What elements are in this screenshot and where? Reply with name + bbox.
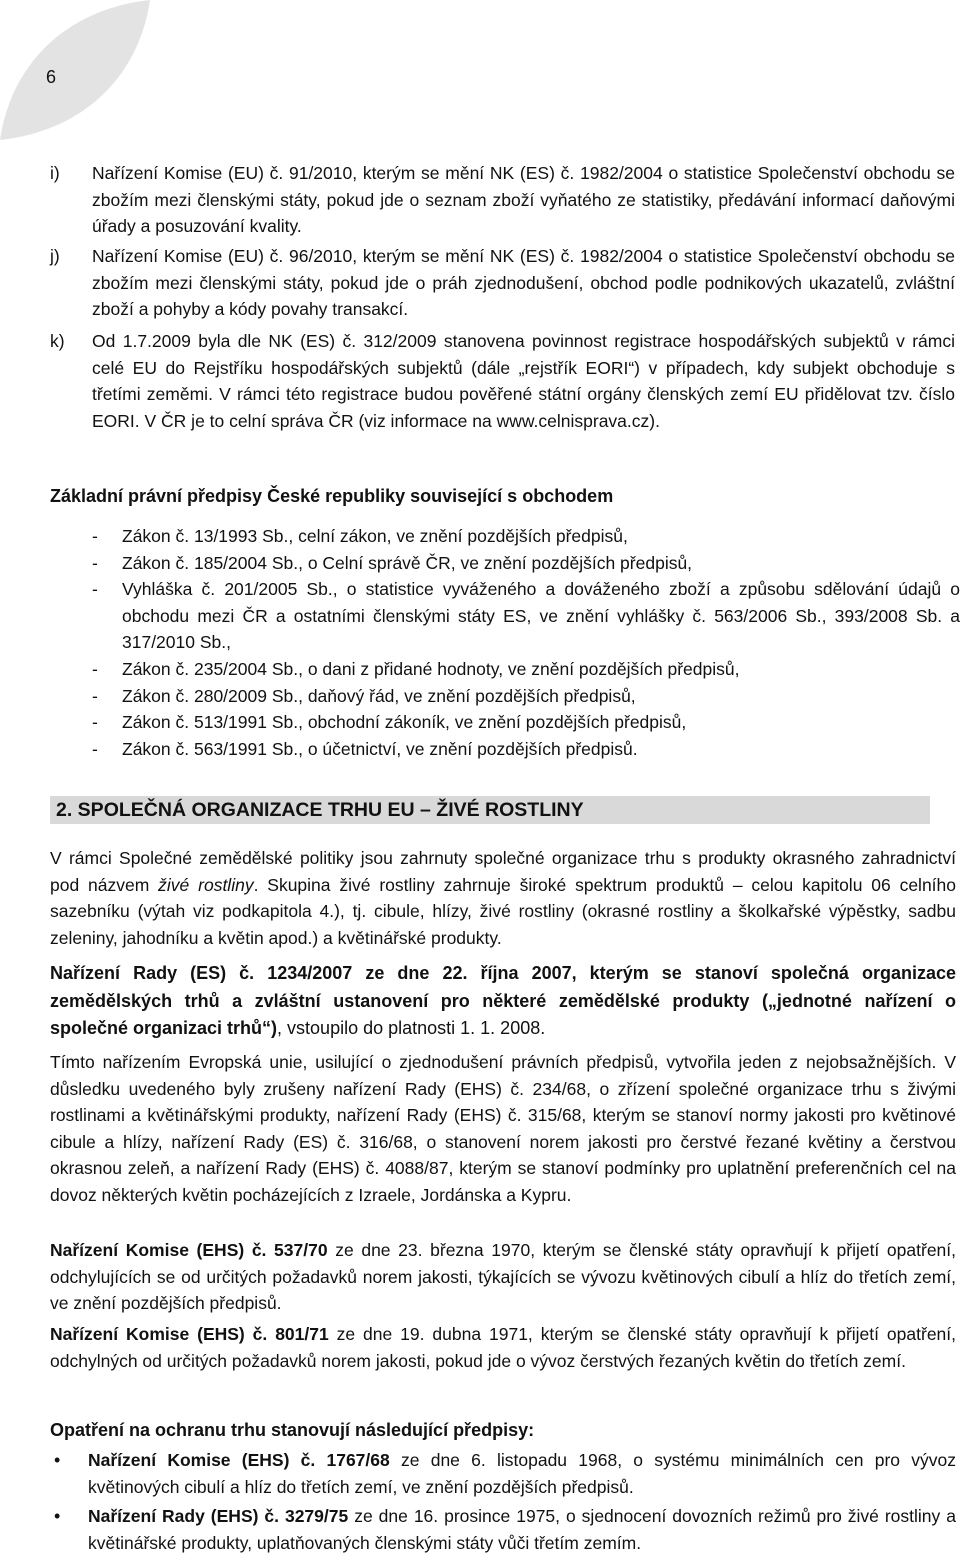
list-item-text: Nařízení Komise (EU) č. 91/2010, kterým se mění NK (ES) č. 1982/2004 o statistice Společenství obchodu se zbožím mezi členskými státy, pokud jde o seznam zboží vyňatého ze statistiky, předávání informací daňovými úřady a posuzování kvality. <box>92 163 955 237</box>
dash-marker: - <box>92 526 98 546</box>
cz-laws-heading: Základní právní předpisy České republiky související s obchodem <box>50 486 614 506</box>
page-corner-leaf <box>0 0 150 150</box>
list-item <box>92 736 960 763</box>
list-item-label: j) <box>50 246 60 266</box>
list-item <box>92 683 960 710</box>
list-item <box>92 656 960 683</box>
dash-marker: - <box>92 685 98 706</box>
law-text: Zákon č. 13/1993 Sb., celní zákon, ve znění pozdějších předpisů, <box>122 526 628 546</box>
list-item-j <box>50 243 955 323</box>
regulation-text: ze dne 23. března 1970, kterým se členské státy opravňují k přijetí opatření, odchylujících se od určitých požadavků norem jakosti, týkajících se vývozu květinových cibulí a hlíz do třetích zemí, ve znění pozdějších předpisů. <box>50 1240 957 1314</box>
simplification-paragraph: Tímto nařízením Evropská unie, usilující o zjednodušení právních předpisů, vytvořila jeden z nejobsažnějších. V důsledku uvedeného byly zrušeny nařízení Rady (EHS) č. 234/68, o zřízení společné organizace trhu s živými rostlinami a květinářskými produkty, nařízení Rady (EHS) č. 315/68, kterým se stanoví normy jakosti pro květinové cibule a hlízy, nařízení Rady (ES) č. 316/68, o stanovení norem jakosti pro čerstvé řezané květiny a čerstvou okrasnou zeleň, a nařízení Rady (EHS) č. 4088/87, kterým se stanoví podmínky pro uplatnění preferenčních cel na dovoz některých květin pocházejících z Izraele, Jordánska a Kypru. <box>50 1052 956 1205</box>
regulation-text: , vstoupilo do platnosti 1. 1. 2008. <box>277 1018 546 1038</box>
protection-list <box>50 1447 956 1559</box>
list-item-label: i) <box>50 163 60 183</box>
law-text: Zákon č. 235/2004 Sb., o dani z přidané hodnoty, ve znění pozdějších předpisů, <box>122 658 740 679</box>
regulation-title: Nařízení Komise (EHS) č. 1767/68 <box>88 1450 390 1470</box>
list-item <box>50 1447 956 1500</box>
dash-marker: - <box>92 552 98 573</box>
dash-marker: - <box>92 658 98 679</box>
list-item-text: Nařízení Komise (EU) č. 96/2010, kterým se mění NK (ES) č. 1982/2004 o statistice Společenství obchodu se zbožím mezi členskými státy, pokud jde o práh zjednodušení, obchod podle podnikových ukazatelů, zvláštní zboží a pohyby a kódy povahy transakcí. <box>92 246 955 320</box>
bullet-marker: • <box>54 1506 61 1527</box>
section-title: 2. SPOLEČNÁ ORGANIZACE TRHU EU – ŽIVÉ ROSTLINY <box>56 799 584 821</box>
list-item-i <box>50 160 955 240</box>
intro-italic-term: živé rostliny <box>158 874 254 895</box>
intro-text: V rámci Společné zemědělské politiky jsou zahrnuty společné organizace trhu s produkty okrasného zahradnictví pod názvem <box>50 848 956 895</box>
list-item <box>92 576 960 656</box>
page-number: 6 <box>46 67 57 87</box>
cz-laws-list <box>92 523 960 762</box>
law-text: Zákon č. 513/1991 Sb., obchodní zákoník, ve znění pozdějších předpisů, <box>122 712 687 733</box>
list-item <box>50 1503 956 1556</box>
regulation-text: ze dne 16. prosince 1975, o sjednocení dovozních režimů pro živé rostliny a květinářské produkty, uplatňovaných členskými státy vůči třetím zemím. <box>88 1506 956 1553</box>
regulation-title: Nařízení Komise (EHS) č. 537/70 <box>50 1240 328 1260</box>
list-item <box>92 709 960 736</box>
law-text: Zákon č. 185/2004 Sb., o Celní správě ČR, ve znění pozdějších předpisů, <box>122 552 693 573</box>
bullet-marker: • <box>54 1450 61 1470</box>
law-text: Zákon č. 563/1991 Sb., o účetnictví, ve znění pozdějších předpisů. <box>122 738 638 759</box>
protection-heading: Opatření na ochranu trhu stanovují následující předpisy: <box>50 1420 535 1440</box>
regulation-title: Nařízení Rady (ES) č. 1234/2007 ze dne 22. října 2007, kterým se stanoví společná organizace zemědělských trhů a zvláštní ustanovení pro některé zemědělské produkty („jednotné nařízení o společné organizaci trhů“) <box>50 963 956 1038</box>
law-text: Zákon č. 280/2009 Sb., daňový řád, ve znění pozdějších předpisů, <box>122 685 636 706</box>
regulation-801-paragraph <box>50 1321 956 1374</box>
regulation-text: ze dne 19. dubna 1971, kterým se členské státy opravňují k přijetí opatření, odchylných od určitých požadavků norem jakosti, pokud jde o vývoz čerstvých řezaných květin do třetích zemí. <box>50 1324 957 1371</box>
dash-marker: - <box>92 579 98 600</box>
list-item-label: k) <box>50 331 65 351</box>
law-text: Vyhláška č. 201/2005 Sb., o statistice vyváženého a dováženého zboží a způsobu sdělování údajů o obchodu mezi ČR a ostatními členskými státy ES, ve znění vyhlášky č. 563/2006 Sb., 393/2008 Sb. a 317/2010 Sb., <box>122 579 960 653</box>
regulation-title: Nařízení Rady (EHS) č. 3279/75 <box>88 1506 349 1527</box>
intro-text-continued: . Skupina živé rostliny zahrnuje široké spektrum produktů – celou kapitolu 06 celního sazebníku (výtah viz podkapitola 4.), tj. cibule, hlízy, živé rostliny (okrasné rostliny a školkařské výpěstky, sadbu zeleniny, jahodníku a květin apod.) a květinářské produkty. <box>50 874 957 948</box>
regulation-title: Nařízení Komise (EHS) č. 801/71 <box>50 1324 329 1344</box>
regulation-1234-paragraph <box>50 960 956 1043</box>
regulation-537-paragraph <box>50 1237 956 1317</box>
dash-marker: - <box>92 712 98 733</box>
list-item <box>92 523 960 550</box>
list-item-text: Od 1.7.2009 byla dle NK (ES) č. 312/2009 stanovena povinnost registrace hospodářských subjektů v rámci celé EU do Rejstříku hospodářských subjektů (dále „rejstřík EORI“) v případech, kdy subjekt obchoduje s třetími zeměmi. V rámci této registrace budou pověřené státní orgány členských zemí EU přidělovat tzv. číslo EORI. V ČR je to celní správa ČR (viz informace na www.celnisprava.cz). <box>92 331 955 431</box>
list-item <box>92 550 960 577</box>
regulation-text: ze dne 6. listopadu 1968, o systému minimálních cen pro vývoz květinových cibulí a hlíz do třetích zemí, ve znění pozdějších předpisů. <box>88 1450 957 1497</box>
intro-paragraph <box>50 845 956 951</box>
list-item-k <box>50 328 955 434</box>
dash-marker: - <box>92 738 98 759</box>
